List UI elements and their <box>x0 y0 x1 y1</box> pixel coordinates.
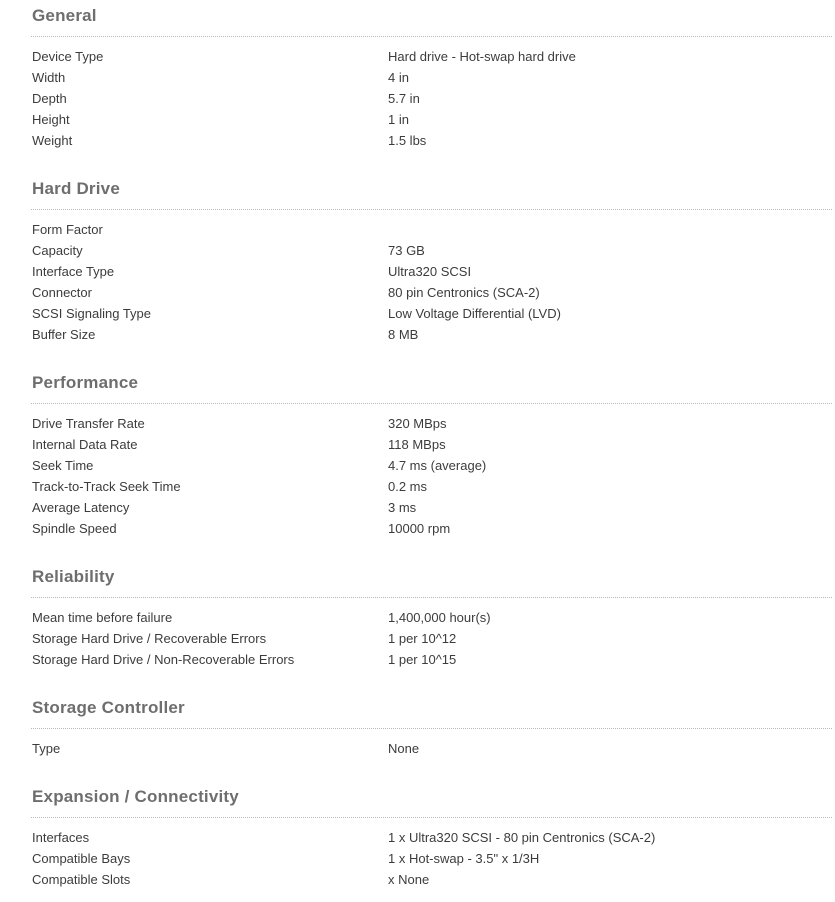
spec-label: Type <box>32 741 61 756</box>
section-divider <box>31 728 832 729</box>
spec-value: Low Voltage Differential (LVD) <box>388 306 561 321</box>
spec-label: Drive Transfer Rate <box>32 416 145 431</box>
section-title: Storage Controller <box>32 698 185 717</box>
spec-row <box>31 324 832 345</box>
spec-label: Compatible Slots <box>32 872 131 887</box>
spec-label: Connector <box>32 285 92 300</box>
section-rows <box>31 413 832 539</box>
spec-value: 3 ms <box>388 500 417 515</box>
spec-value: 1 per 10^15 <box>388 652 457 667</box>
section-rows <box>31 827 832 890</box>
spec-row <box>31 738 832 759</box>
spec-value: 1 x Hot-swap - 3.5" x 1/3H <box>388 851 540 866</box>
spec-value: 118 MBps <box>388 437 446 452</box>
spec-row <box>31 261 832 282</box>
spec-row <box>31 434 832 455</box>
section-title: Performance <box>32 373 139 392</box>
spec-label: Storage Hard Drive / Non-Recoverable Errors <box>32 652 295 667</box>
spec-label: SCSI Signaling Type <box>32 306 151 321</box>
spec-value: 1,400,000 hour(s) <box>388 610 491 625</box>
spec-row <box>31 67 832 88</box>
spec-label: Seek Time <box>32 458 94 473</box>
spec-value: 320 MBps <box>388 416 447 431</box>
spec-label: Height <box>32 112 70 127</box>
spec-value: 73 GB <box>388 243 425 258</box>
spec-row <box>31 219 832 240</box>
spec-section <box>31 567 832 670</box>
spec-value: 5.7 in <box>388 91 420 106</box>
spec-row <box>31 497 832 518</box>
spec-label: Capacity <box>32 243 83 258</box>
spec-row <box>31 455 832 476</box>
section-rows <box>31 219 832 345</box>
spec-section <box>31 698 832 759</box>
spec-row <box>31 303 832 324</box>
spec-section <box>31 787 832 890</box>
spec-section <box>31 179 832 345</box>
spec-label: Compatible Bays <box>32 851 131 866</box>
section-divider <box>31 597 832 598</box>
spec-label: Device Type <box>32 49 104 64</box>
spec-row <box>31 827 832 848</box>
spec-section <box>31 6 832 151</box>
spec-value <box>388 219 832 240</box>
spec-value: 8 MB <box>388 327 419 342</box>
spec-value: 1 per 10^12 <box>388 631 457 646</box>
spec-row <box>31 848 832 869</box>
section-divider <box>31 209 832 210</box>
spec-label: Width <box>32 70 66 85</box>
spec-row <box>31 607 832 628</box>
spec-row <box>31 518 832 539</box>
spec-label: Interface Type <box>32 264 115 279</box>
spec-value: 1 in <box>388 112 409 127</box>
spec-row <box>31 88 832 109</box>
spec-row <box>31 476 832 497</box>
section-title: Reliability <box>32 567 115 586</box>
spec-value: 1 x Ultra320 SCSI - 80 pin Centronics (SCA-2) <box>388 830 656 845</box>
spec-label: Mean time before failure <box>32 610 173 625</box>
spec-value: 1.5 lbs <box>388 133 427 148</box>
spec-label: Weight <box>32 133 73 148</box>
spec-row <box>31 628 832 649</box>
spec-value: Ultra320 SCSI <box>388 264 472 279</box>
spec-row <box>31 282 832 303</box>
spec-value: 4.7 ms (average) <box>388 458 487 473</box>
spec-label: Internal Data Rate <box>32 437 138 452</box>
spec-value: 80 pin Centronics (SCA-2) <box>388 285 540 300</box>
spec-label: Average Latency <box>32 500 130 515</box>
spec-value: None <box>388 741 420 756</box>
spec-row <box>31 240 832 261</box>
spec-row <box>31 109 832 130</box>
section-title: General <box>32 6 97 25</box>
spec-value: 4 in <box>388 70 409 85</box>
spec-label: Depth <box>32 91 67 106</box>
section-rows <box>31 46 832 151</box>
section-rows <box>31 738 832 759</box>
spec-value: x None <box>388 872 430 887</box>
spec-label: Buffer Size <box>32 327 96 342</box>
spec-row <box>31 46 832 67</box>
spec-row <box>31 869 832 890</box>
spec-section <box>31 373 832 539</box>
spec-sheet <box>31 6 832 890</box>
section-divider <box>31 817 832 818</box>
spec-label: Interfaces <box>32 830 90 845</box>
spec-label: Storage Hard Drive / Recoverable Errors <box>32 631 267 646</box>
spec-row <box>31 130 832 151</box>
section-divider <box>31 403 832 404</box>
section-title: Hard Drive <box>32 179 120 198</box>
spec-value: 0.2 ms <box>388 479 428 494</box>
section-divider <box>31 36 832 37</box>
spec-label: Form Factor <box>32 222 103 237</box>
spec-label: Track-to-Track Seek Time <box>32 479 181 494</box>
spec-value: Hard drive - Hot-swap hard drive <box>388 49 576 64</box>
spec-row <box>31 413 832 434</box>
spec-value: 10000 rpm <box>388 521 451 536</box>
section-title: Expansion / Connectivity <box>32 787 239 806</box>
spec-label: Spindle Speed <box>32 521 117 536</box>
spec-row <box>31 649 832 670</box>
section-rows <box>31 607 832 670</box>
